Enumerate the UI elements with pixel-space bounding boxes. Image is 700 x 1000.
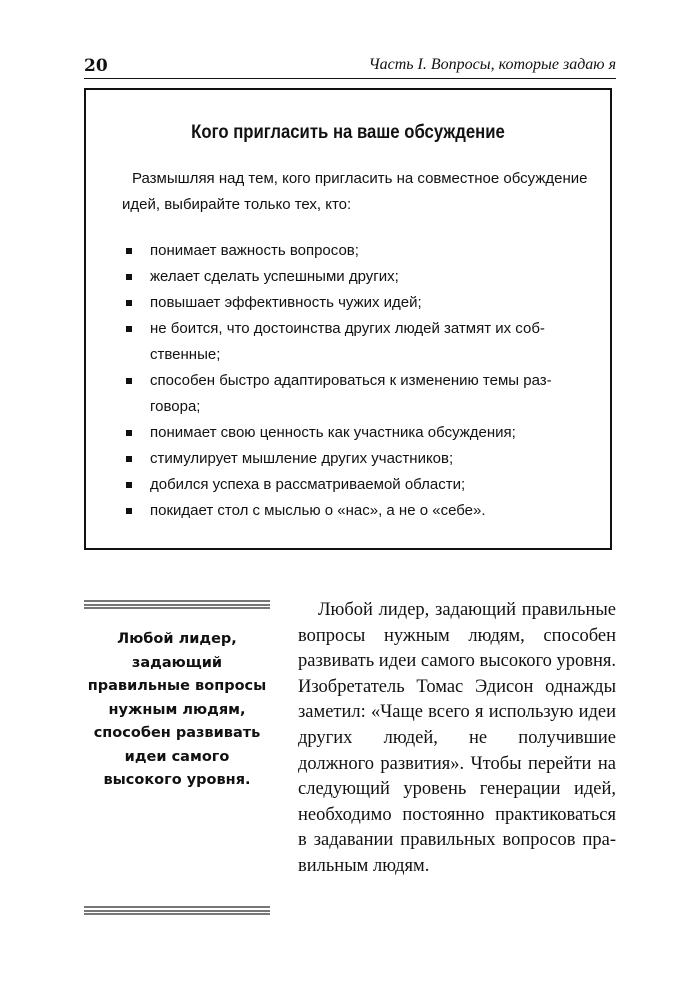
sidebar-title: Кого пригласить на ваше обсуждение: [191, 122, 505, 143]
list-item: [122, 238, 592, 264]
list-item: [122, 498, 592, 524]
pullquote: Любой лидер, задающий правильные вопросы нужным людям, способен развивать идеи самого высокого уровня.: [87, 631, 267, 788]
pullquote-rule-bottom: [84, 906, 270, 915]
list-item-text: повышает эффективность чужих идей;: [150, 294, 422, 311]
square-bullet-icon: [126, 508, 132, 514]
square-bullet-icon: [126, 456, 132, 462]
list-item-text: способен быстро адаптироваться к изменению темы разговора;: [150, 372, 552, 415]
list-item-text: стимулирует мышление других участников;: [150, 450, 454, 467]
list-item-text: понимает важность вопросов;: [150, 242, 359, 259]
running-head: Часть I. Вопросы, которые задаю я: [368, 56, 616, 73]
square-bullet-icon: [126, 300, 132, 306]
list-item-text: покидает стол с мыслью о «нас», а не о «себе».: [150, 502, 486, 519]
square-bullet-icon: [126, 326, 132, 332]
square-bullet-icon: [126, 430, 132, 436]
list-item: [122, 368, 592, 420]
square-bullet-icon: [126, 482, 132, 488]
pullquote-rule-top: [84, 600, 270, 609]
list-item: [122, 446, 592, 472]
list-item: [122, 264, 592, 290]
list-item-text: желает сделать успешными других;: [150, 268, 399, 285]
body-paragraph: Любой лидер, задающий правильные вопросы нужным людям, способен развивать идеи самого высокого уровня. Изобретатель Томас Эдисон однажды заметил: «Чаще всего я использую идеи других людей, не получившие должного развития». Чтобы перейти на следующий уровень генерации идей, необходимо постоянно практиковаться в задавании правильных вопросов правильным людям.: [298, 600, 616, 876]
list-item-text: добился успеха в рассматриваемой области;: [150, 476, 466, 493]
list-item: [122, 472, 592, 498]
sidebar-bullet-list: [122, 238, 592, 524]
square-bullet-icon: [126, 274, 132, 280]
page-header: [84, 56, 616, 79]
sidebar-box: [84, 88, 612, 550]
list-item-text: не боится, что достоинства других людей затмят их собственные;: [150, 320, 545, 363]
list-item: [122, 316, 592, 368]
square-bullet-icon: [126, 378, 132, 384]
list-item-text: понимает свою ценность как участника обсуждения;: [150, 424, 516, 441]
sidebar-intro: Размышляя над тем, кого пригласить на совместное обсуждение идей, выбирайте только тех, кто:: [122, 170, 588, 213]
page-number: 20: [84, 56, 108, 76]
list-item: [122, 420, 592, 446]
square-bullet-icon: [126, 248, 132, 254]
list-item: [122, 290, 592, 316]
